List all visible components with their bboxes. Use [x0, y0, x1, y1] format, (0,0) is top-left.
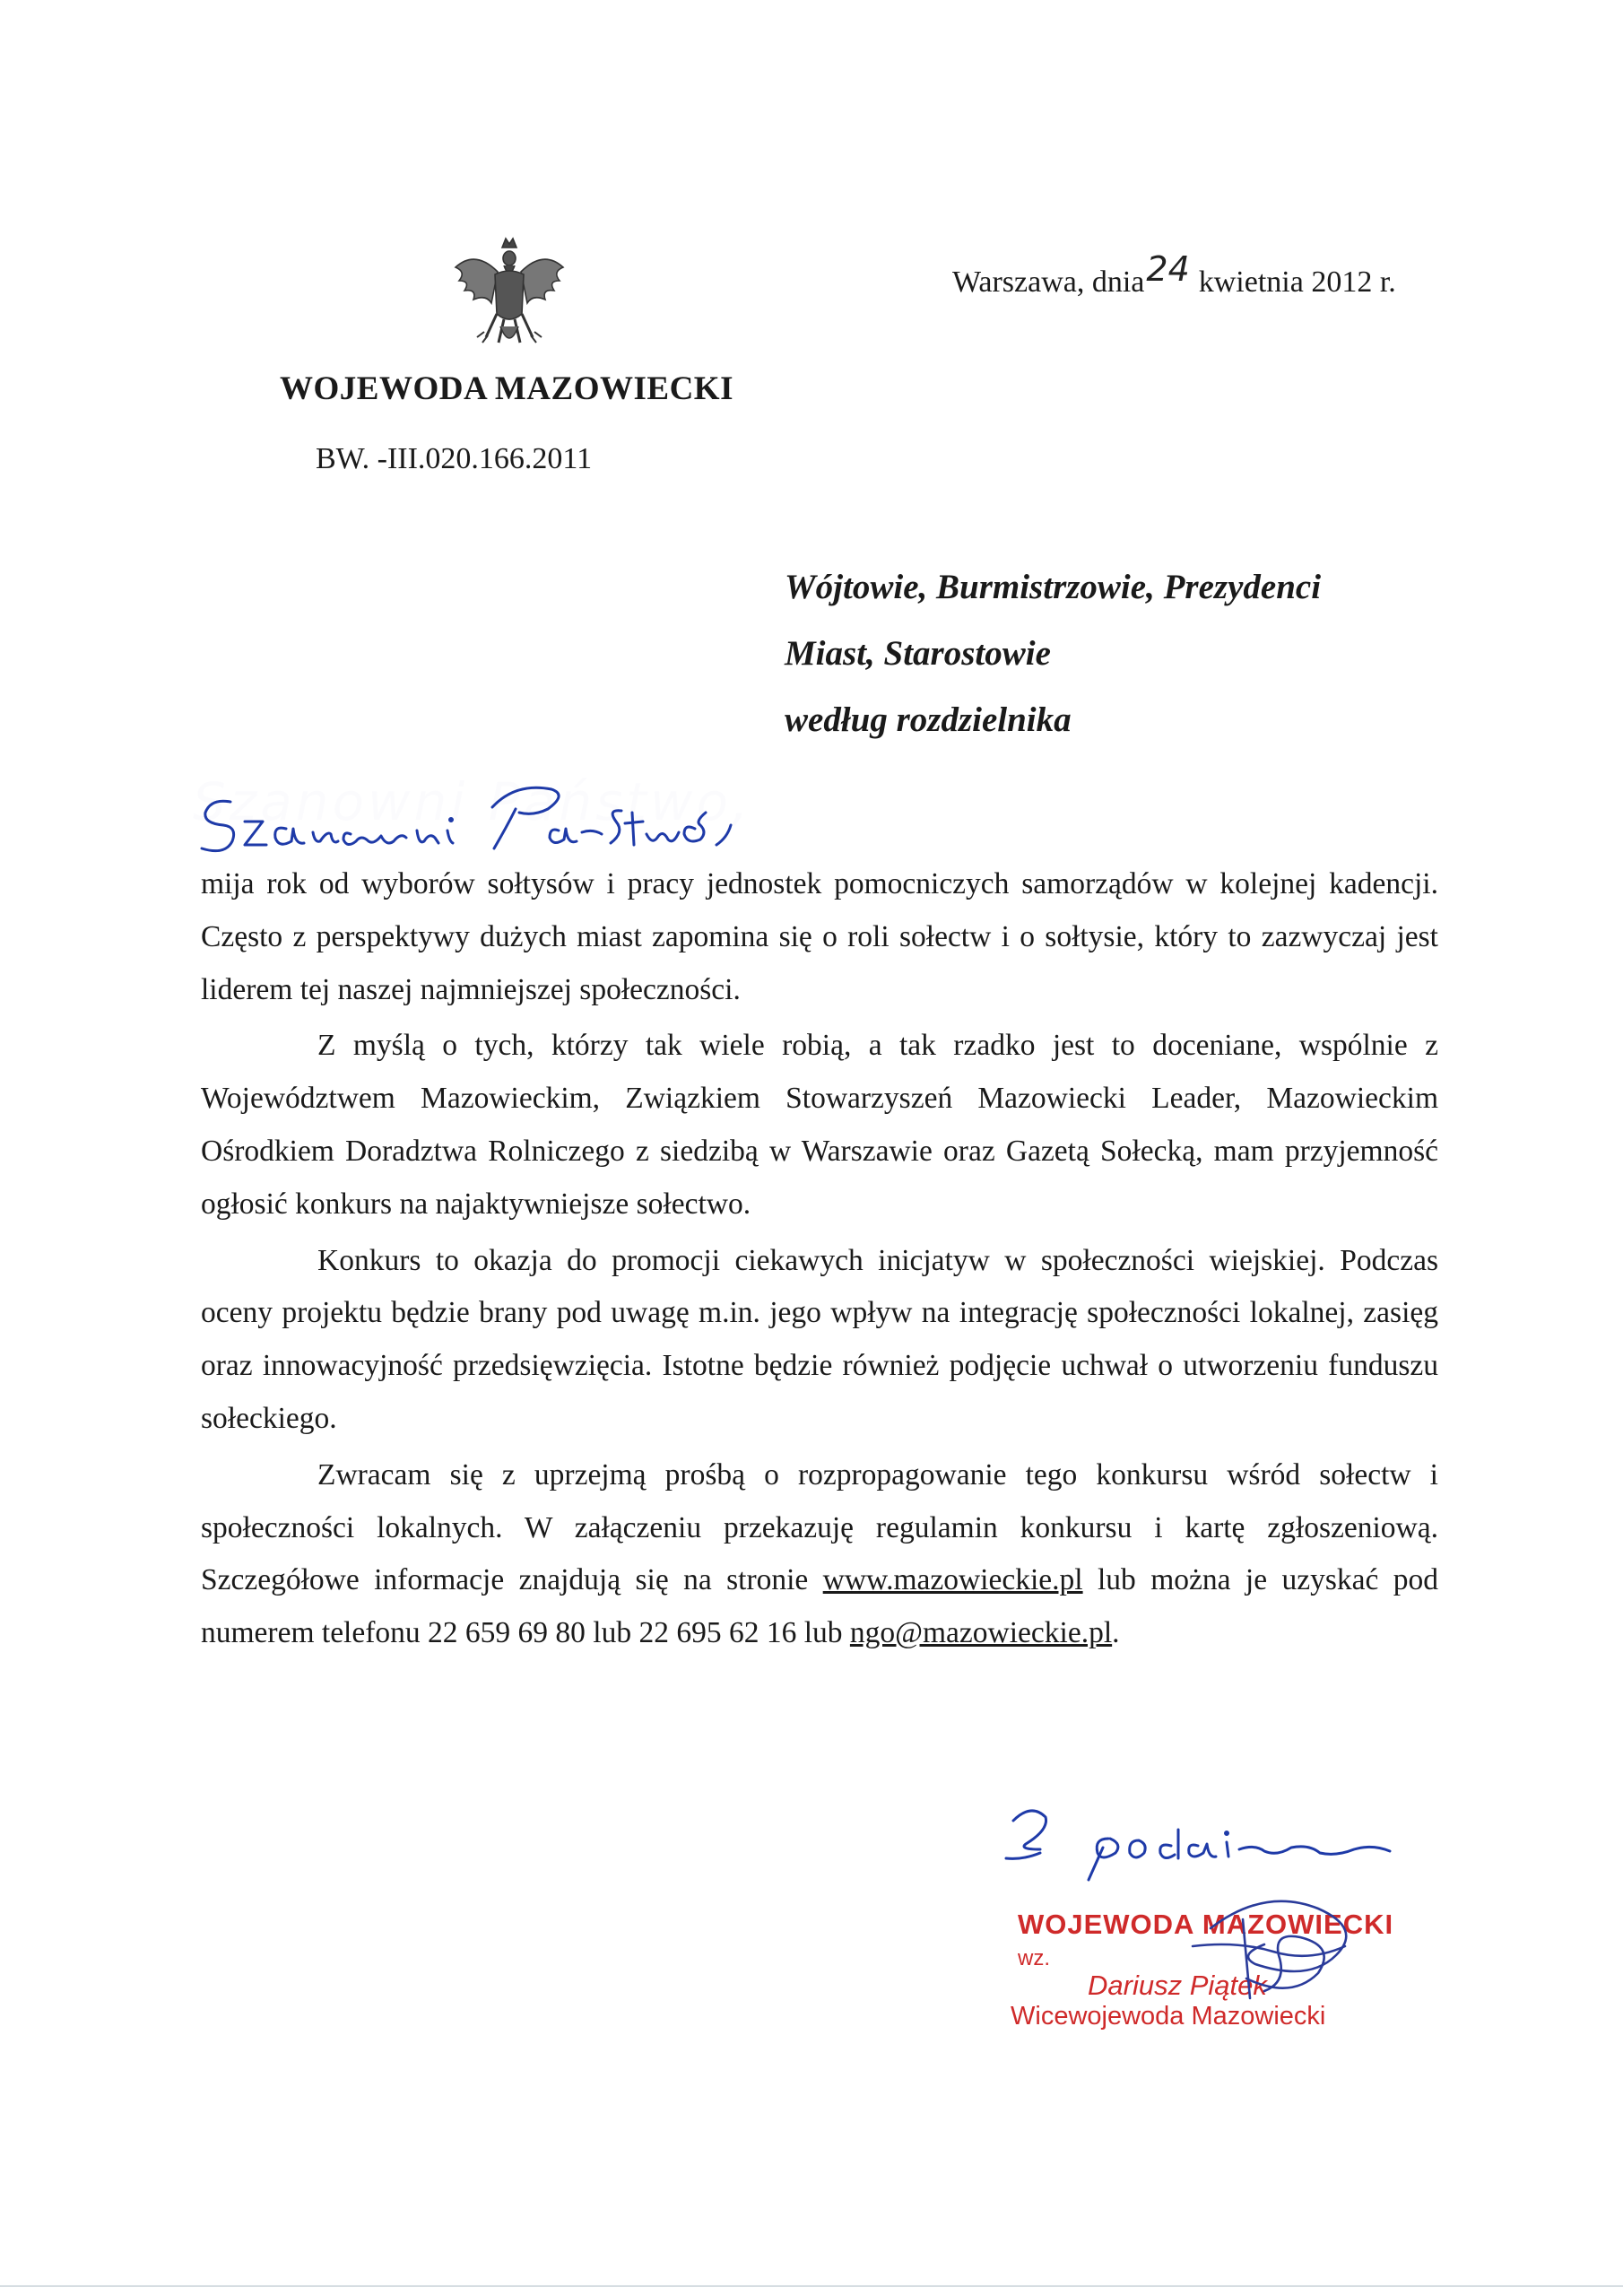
salutation-text [193, 771, 751, 832]
addressee-line-2: Miast, Starostowie [785, 634, 1051, 673]
reference-number: BW. -III.020.166.2011 [316, 442, 593, 475]
email-link[interactable]: ngo@mazowieckie.pl [849, 1616, 1113, 1650]
paragraph-2: Z myślą o tych, którzy tak wiele robią, a tak rzadko jest to doceniane, wspólnie z Województwem Mazowieckim, Związkiem Stowarzyszeń Mazowiecki Leader, Mazowieckim Ośrodkiem Doradztwa Rolniczego z siedzibą w Warszawie oraz Gazetą Sołecką, mam przyjemność ogłosić konkurs na najaktywniejsze sołectwo. [201, 1029, 1438, 1221]
stamp-signatory-name: Dariusz Piątek [1088, 1970, 1267, 2001]
paragraph-4-text-c: . [1112, 1616, 1120, 1650]
bottom-scan-edge [0, 2285, 1623, 2287]
paragraph-1: mija rok od wyborów sołtysów i pracy jednostek pomocniczych samorządów w kolejnej kadencji. Często z perspektywy dużych miast zapomina się o roli sołectw i o sołtysie, który to zazwyczaj jest liderem tej naszej najmniejszej społeczności. [201, 867, 1438, 1006]
polish-eagle-emblem [448, 231, 569, 357]
website-link[interactable]: www.mazowieckie.pl [822, 1563, 1083, 1597]
stamp-authority: WOJEWODA MAZOWIECKI [1018, 1909, 1394, 1940]
paragraph-4 [201, 1449, 1438, 1660]
paragraph-4-text-a: Zwracam się z uprzejmą prośbą o rozpropagowanie tego konkursu wśród sołectw i społeczności lokalnych. W załączeniu przekazuję regulamin konkursu i kartę zgłoszeniową. Szczegółowe informacje znajdują się na stronie [201, 1457, 1438, 1597]
handwritten-salutation [193, 762, 749, 861]
letter-body [201, 858, 1438, 1660]
date-day-handwritten: 24 [1146, 249, 1190, 289]
handwritten-signature [1157, 1892, 1390, 2027]
addressee-line-3: według rozdzielnika [785, 700, 1072, 739]
date-prefix: Warszawa, dnia [952, 265, 1145, 299]
stamp-signatory-title: Wicewojewoda Mazowiecki [1011, 2002, 1326, 2031]
paragraph-3: Konkurs to okazja do promocji ciekawych inicjatyw w społeczności wiejskiej. Podczas oceny projektu będzie brany pod uwagę m.in. jego wpływ na integrację społeczności lokalnej, zasięg oraz innowacyjność przedsięwzięcia. Istotne będzie również podjęcie uchwał o utworzeniu funduszu sołeckiego. [201, 1243, 1438, 1435]
paragraph-4-text-b: lub można je uzyskać pod numerem telefonu 22 659 69 80 lub 22 695 62 16 lub [201, 1563, 1438, 1650]
addressee-block [785, 554, 1321, 753]
date-line [952, 249, 1396, 300]
handwritten-closing [995, 1794, 1462, 1892]
addressee-line-1: Wójtowie, Burmistrzowie, Prezydenci [785, 568, 1322, 606]
date-suffix: kwietnia 2012 r. [1198, 265, 1396, 299]
authority-title: WOJEWODA MAZOWIECKI [280, 370, 733, 407]
stamp-on-behalf: wz. [1018, 1946, 1050, 1970]
